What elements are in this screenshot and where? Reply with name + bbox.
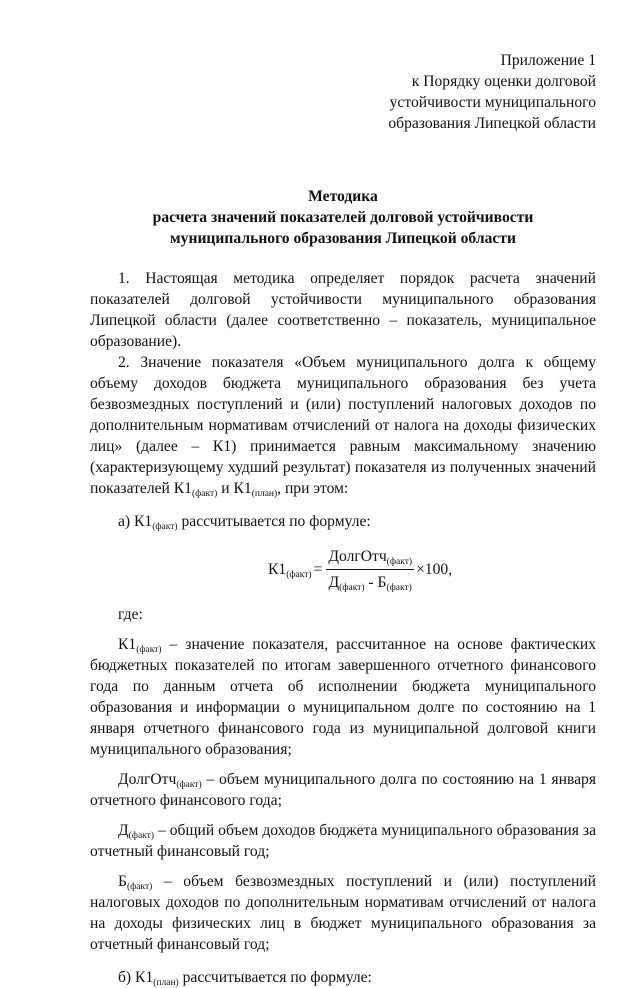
title-line: муниципального образования Липецкой области (170, 230, 516, 247)
document-title (90, 186, 596, 249)
denominator-b-symbol: Б (377, 573, 387, 591)
definition-subscript: (факт) (136, 645, 162, 655)
paragraph-item-b (90, 967, 596, 988)
k1-symbol: К1 (135, 969, 154, 986)
k1-subscript: (факт) (152, 522, 178, 532)
numerator-symbol: ДолгОтч (328, 547, 387, 565)
denominator-d-subscript: (факт) (339, 582, 365, 593)
formula-equals: = (313, 560, 323, 578)
appendix-line: образования Липецкой области (388, 115, 596, 132)
definition-text: – значение показателя, рассчитанное на основе фактических бюджетных показателей по итогам завершенного отчетного финансового года по данным отчета об исполнении бюджета муниципального образования и информации о муниципальном долге по состоянию на 1 января отчетного финансового года из муниципальной долговой книги муниципального образования; (90, 636, 596, 758)
item-a-prefix: а) (118, 513, 131, 530)
appendix-line: к Порядку оценки долговой (411, 73, 596, 90)
definition-symbol: Б (118, 873, 127, 890)
formula-numerator (326, 546, 414, 570)
definition-b (90, 871, 596, 955)
item-b-prefix: б) (118, 969, 132, 986)
denominator-minus: - (364, 573, 378, 591)
formula-lhs-symbol: К1 (268, 560, 287, 578)
definition-symbol: Д (118, 822, 129, 839)
title-line: расчета значений показателей долговой устойчивости (152, 209, 534, 226)
paragraph-item-2 (90, 352, 596, 499)
definition-subscript: (факт) (128, 831, 154, 841)
appendix-line: устойчивости муниципального (389, 94, 596, 111)
item-2-tail: , при этом: (277, 480, 349, 497)
k1-subscript: (план) (153, 978, 179, 988)
formula-lhs-subscript: (факт) (286, 569, 312, 580)
k1-symbol: К1 (173, 480, 192, 497)
k1-symbol: К1 (134, 513, 153, 530)
item-a-suffix: рассчитывается по формуле: (181, 513, 371, 530)
k1-subscript-fact: (факт) (191, 489, 218, 499)
formula-multiplier: ×100, (416, 560, 453, 578)
numerator-subscript: (факт) (386, 556, 413, 567)
document-body (90, 268, 596, 988)
appendix-line: Приложение 1 (500, 52, 596, 69)
where-label: где: (118, 606, 143, 623)
item-b-suffix: рассчитывается по формуле: (182, 969, 372, 986)
formula-lhs (268, 559, 312, 580)
definition-subscript: (факт) (176, 780, 202, 790)
appendix-header (90, 50, 596, 134)
formula-k1-fact (90, 546, 596, 592)
title-line: Методика (308, 188, 378, 205)
definition-symbol: К1 (118, 636, 137, 653)
denominator-d-symbol: Д (328, 573, 340, 591)
paragraph-item-1: 1. Настоящая методика определяет порядок расчета значений показателей долговой устойчивости муниципального образования Липецкой области (далее соответственно – показатель, муниципальное образование). (90, 270, 596, 350)
definition-text: – объем безвозмездных поступлений и (или) поступлений налоговых доходов по дополнительным нормативам отчислений от налога на доходы физических лиц в бюджет муниципального образования за отчетный финансовый год; (90, 873, 596, 953)
formula-fraction (326, 546, 414, 593)
definition-text: – объем муниципального долга по состоянию на 1 января отчетного финансового года; (90, 771, 596, 809)
k1-symbol: К1 (233, 480, 252, 497)
formula-denominator (327, 570, 414, 593)
definition-symbol: ДолгОтч (118, 771, 177, 788)
denominator-b-subscript: (факт) (386, 582, 412, 593)
definition-dolgotch (90, 769, 596, 811)
paragraph-item-a (90, 511, 596, 532)
definition-text: – общий объем доходов бюджета муниципального образования за отчетный финансовый год; (90, 822, 596, 860)
item-2-text: 2. Значение показателя «Объем муниципального долга к общему объему доходов бюджета муниципального образования без учета безвозмездных поступлений и (или) поступлений налоговых доходов по дополнительным нормативам отчислений от налога на доходы физических лиц» (далее – К1) принимается равным максимальному значению (характеризующему худший результат) показателя из полученных значений показателей (90, 354, 596, 497)
k1-subscript-plan: (план) (251, 489, 278, 499)
conjunction: и (221, 480, 230, 497)
definition-k1 (90, 634, 596, 760)
definition-d (90, 820, 596, 862)
definition-subscript: (факт) (126, 882, 153, 892)
